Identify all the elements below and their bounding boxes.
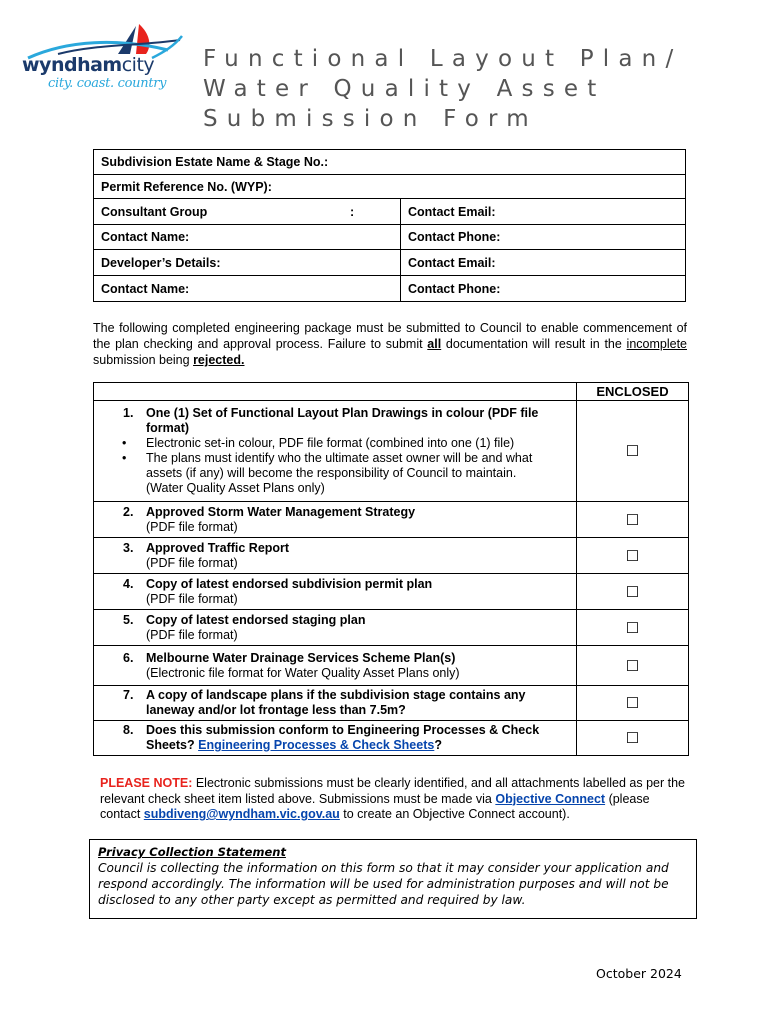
consultant-group-field[interactable] <box>94 199 401 225</box>
enclosed-header: ENCLOSED <box>577 383 689 401</box>
item-sub-2: (PDF file format) <box>146 519 238 534</box>
intro-paragraph <box>93 320 687 368</box>
details-row-consultant <box>94 199 686 225</box>
estate-name-label: Subdivision Estate Name & Stage No.: <box>101 155 329 169</box>
contact-phone-label-2: Contact Phone: <box>408 281 501 296</box>
item-number-2: 2. <box>123 504 134 519</box>
item-sub-3: (PDF file format) <box>146 555 238 570</box>
privacy-body: Council is collecting the information on this form so that it may consider your application and respond accordingly. The information will be used for administration purposes and will not be disclosed to any other party except as permitted and required by law. <box>98 861 669 907</box>
intro-incomplete: incomplete <box>626 337 687 351</box>
details-row-estate <box>94 150 686 175</box>
logo-brand-suffix: city <box>121 54 155 76</box>
estate-name-field[interactable] <box>94 150 686 175</box>
checklist-item-6 <box>94 646 577 686</box>
item-1-bullet-1 <box>122 436 568 451</box>
checklist-header-blank <box>94 383 577 401</box>
checklist-item-5 <box>94 610 577 646</box>
applicant-details-table <box>93 149 686 302</box>
logo-brand: wyndham <box>22 54 122 76</box>
enclosed-checkbox-3[interactable]: ☐ <box>577 538 689 574</box>
item-number-6: 6. <box>123 650 134 665</box>
item-title-3: Approved Traffic Report <box>146 540 290 555</box>
objective-connect-link[interactable]: Objective Connect <box>495 791 606 806</box>
please-note <box>100 776 690 823</box>
contact-name-field-1[interactable] <box>94 225 401 250</box>
wyndham-city-logo <box>18 20 186 100</box>
privacy-title: Privacy Collection Statement <box>98 845 286 859</box>
bullet-icon: • <box>122 436 127 450</box>
checklist-item-4 <box>94 574 577 610</box>
enclosed-checkbox-1[interactable]: ☐ <box>577 401 689 502</box>
checklist-row-3 <box>94 538 689 574</box>
checklist-row-8 <box>94 721 689 756</box>
logo-sail-navy <box>118 26 136 54</box>
item-title-5: Copy of latest endorsed staging plan <box>146 612 366 627</box>
enclosed-checkbox-2[interactable]: ☐ <box>577 502 689 538</box>
submission-checklist-table <box>93 382 689 756</box>
item-title-4: Copy of latest endorsed subdivision permit plan <box>146 576 433 591</box>
details-row-developer <box>94 250 686 276</box>
item-sub-5: (PDF file format) <box>146 627 238 642</box>
permit-reference-label: Permit Reference No. (WYP): <box>101 179 272 194</box>
item-title-8-end: ? <box>434 738 442 752</box>
subdiveng-email-link[interactable]: subdiveng@wyndham.vic.gov.au <box>143 807 340 821</box>
enclosed-checkbox-6[interactable]: ☐ <box>577 646 689 686</box>
bullet-icon: • <box>122 451 127 465</box>
item-1-bullet-2-text: The plans must identify who the ultimate asset owner will be and what assets (if any) will become the responsibility of Council to maintain. <box>146 451 533 480</box>
consultant-group-label: Consultant Group <box>101 204 208 219</box>
title-line-1: Functional Layout Plan/ <box>203 46 683 72</box>
developer-details-label: Developer’s Details: <box>101 255 221 270</box>
item-sub-4: (PDF file format) <box>146 591 238 606</box>
intro-text-2: documentation will result in the <box>441 337 627 351</box>
intro-rejected: rejected. <box>193 353 245 367</box>
details-row-permit <box>94 175 686 199</box>
contact-email-label-1: Contact Email: <box>408 205 496 219</box>
details-row-contact-1 <box>94 225 686 250</box>
details-row-contact-2 <box>94 276 686 302</box>
checklist-item-2 <box>94 502 577 538</box>
intro-text-3: submission being <box>93 353 194 367</box>
item-1-note: (Water Quality Asset Plans only) <box>146 481 325 495</box>
intro-text-1: The following completed engineering package must be submitted to Council to enable commencement of the plan checking and approval process. Failure to submit <box>93 321 687 351</box>
item-number-4: 4. <box>123 576 134 591</box>
logo-sail-red <box>136 24 149 54</box>
please-note-text-3: to create an Objective Connect account). <box>339 807 570 821</box>
item-sub-6: (Electronic file format for Water Quality Asset Plans only) <box>146 665 460 680</box>
please-note-text-1: Electronic submissions must be clearly identified, and all attachments labelled as per the relevant check sheet item listed above. Submissions must be made via <box>100 776 685 806</box>
checklist-row-2 <box>94 502 689 538</box>
contact-email-field-2[interactable] <box>401 250 686 276</box>
title-line-2: Water Quality Asset <box>203 76 606 102</box>
item-title-8-text: Does this submission conform to Engineering Processes & Check Sheets? <box>146 723 540 752</box>
footer-date: October 2024 <box>596 966 682 981</box>
enclosed-checkbox-7[interactable]: ☐ <box>577 686 689 721</box>
item-title-8 <box>146 723 568 753</box>
enclosed-checkbox-8[interactable]: ☐ <box>577 721 689 756</box>
logo-wordmark <box>22 54 154 76</box>
item-title-1: One (1) Set of Functional Layout Plan Drawings in colour (PDF file format) <box>146 406 539 435</box>
contact-phone-field-2[interactable] <box>401 276 686 302</box>
developer-details-field[interactable] <box>94 250 401 276</box>
enclosed-checkbox-4[interactable]: ☐ <box>577 574 689 610</box>
checklist-item-3 <box>94 538 577 574</box>
item-1-bullet-1-text: Electronic set-in colour, PDF file format (combined into one (1) file) <box>146 436 515 450</box>
consultant-colon: : <box>350 204 355 219</box>
permit-reference-field[interactable] <box>94 175 686 199</box>
item-number-3: 3. <box>123 540 134 555</box>
checklist-row-5 <box>94 610 689 646</box>
checklist-row-6 <box>94 646 689 686</box>
item-number-7: 7. <box>123 688 134 702</box>
engineering-check-sheets-link[interactable]: Engineering Processes & Check Sheets <box>198 738 435 752</box>
please-note-text-2: (please contact <box>100 791 650 821</box>
intro-all: all <box>427 337 442 351</box>
checklist-row-7 <box>94 686 689 721</box>
privacy-collection-statement <box>89 839 697 919</box>
title-line-3: Submission Form <box>203 106 538 132</box>
checklist-row-1 <box>94 401 689 502</box>
logo-tagline: city. coast. country <box>48 76 167 91</box>
item-title-6: Melbourne Water Drainage Services Scheme Plan(s) <box>146 650 456 665</box>
contact-phone-field-1[interactable] <box>401 225 686 250</box>
please-note-label: PLEASE NOTE: <box>100 776 193 790</box>
contact-name-label-2: Contact Name: <box>101 281 190 296</box>
item-title-7: A copy of landscape plans if the subdivision stage contains any laneway and/or lot frontage less than 7.5m? <box>146 688 526 717</box>
contact-email-label-2: Contact Email: <box>408 256 496 270</box>
form-title <box>203 44 743 134</box>
item-title-2: Approved Storm Water Management Strategy <box>146 504 416 519</box>
checklist-item-1 <box>94 401 577 502</box>
checklist-item-7 <box>94 686 577 721</box>
enclosed-checkbox-5[interactable]: ☐ <box>577 610 689 646</box>
checklist-item-8 <box>94 721 577 756</box>
contact-name-label-1: Contact Name: <box>101 230 190 244</box>
contact-email-field-1[interactable] <box>401 199 686 225</box>
item-number-1: 1. <box>123 406 134 420</box>
item-number-8: 8. <box>123 723 134 737</box>
checklist-header-row <box>94 383 689 401</box>
contact-name-field-2[interactable] <box>94 276 401 302</box>
item-number-5: 5. <box>123 612 134 627</box>
contact-phone-label-1: Contact Phone: <box>408 230 501 244</box>
item-1-bullet-2 <box>122 451 568 481</box>
checklist-row-4 <box>94 574 689 610</box>
